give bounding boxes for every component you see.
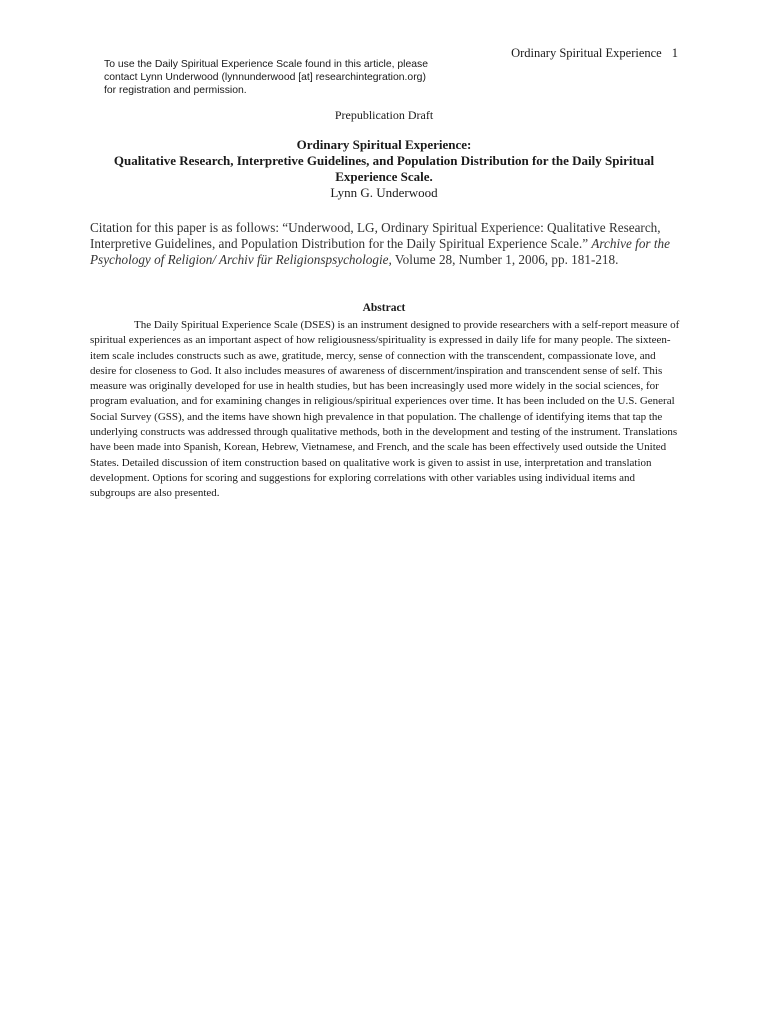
permission-notice: To use the Daily Spiritual Experience Scale found in this article, please contact Lynn Underwood (lynnunderwood [at] researchintegration.org) for registration and permission. xyxy=(104,59,429,96)
page-number: 1 xyxy=(671,46,678,60)
citation-details: Volume 28, Number 1, 2006, pp. 181-218. xyxy=(394,252,619,267)
paper-title xyxy=(86,137,682,185)
citation-lead: Citation for this paper is as follows: “Underwood, LG, Ordinary Spiritual Experience: Qualitative Research, Interpretive Guidelines, and Population Distribution for the Daily Spiritual Experience Scale.” xyxy=(90,220,661,251)
abstract-body: The Daily Spiritual Experience Scale (DSES) is an instrument designed to provide researchers with a self-report measure of spiritual experiences as an important aspect of how religiousness/spirituality is expressed in daily life for many people. The sixteen-item scale includes constructs such as awe, gratitude, mercy, sense of connection with the transcendent, compassionate love, and desire for closeness to God. It also includes measures of awareness of discernment/inspiration and transcendent sense of self. This measure was originally developed for use in health studies, but has been increasingly used more widely in the social sciences, for program evaluation, and for examining changes in religious/spiritual experiences over time. It has been included on the U.S. General Social Survey (GSS), and the items have shown high prevalence in that population. The challenge of identifying items that tap the underlying constructs was addressed through qualitative methods, both in the development and testing of the instrument. Translations have been made into Spanish, Korean, Hebrew, Vietnamese, and French, and the scale has been effectively used outside the United States. Detailed discussion of item construction based on qualitative work is given to assist in use, interpretation and translation development. Options for scoring and suggestions for exploring correlations with other variables using individual items and subgroups are also presented. xyxy=(90,319,680,500)
abstract-heading: Abstract xyxy=(362,302,406,314)
title-line-1: Ordinary Spiritual Experience: xyxy=(296,137,472,152)
running-title: Ordinary Spiritual Experience xyxy=(511,46,662,60)
citation-block xyxy=(90,220,680,268)
citation-journal: Archive for the Psychology of Religion/ Archiv für Religionspsychologie, xyxy=(90,236,670,267)
title-line-2: Qualitative Research, Interpretive Guidelines, and Population Distribution for the Daily Spiritual Experience Scale. xyxy=(113,153,655,184)
author-name: Lynn G. Underwood xyxy=(330,185,438,200)
running-header xyxy=(511,46,678,61)
draft-label: Prepublication Draft xyxy=(334,108,434,122)
